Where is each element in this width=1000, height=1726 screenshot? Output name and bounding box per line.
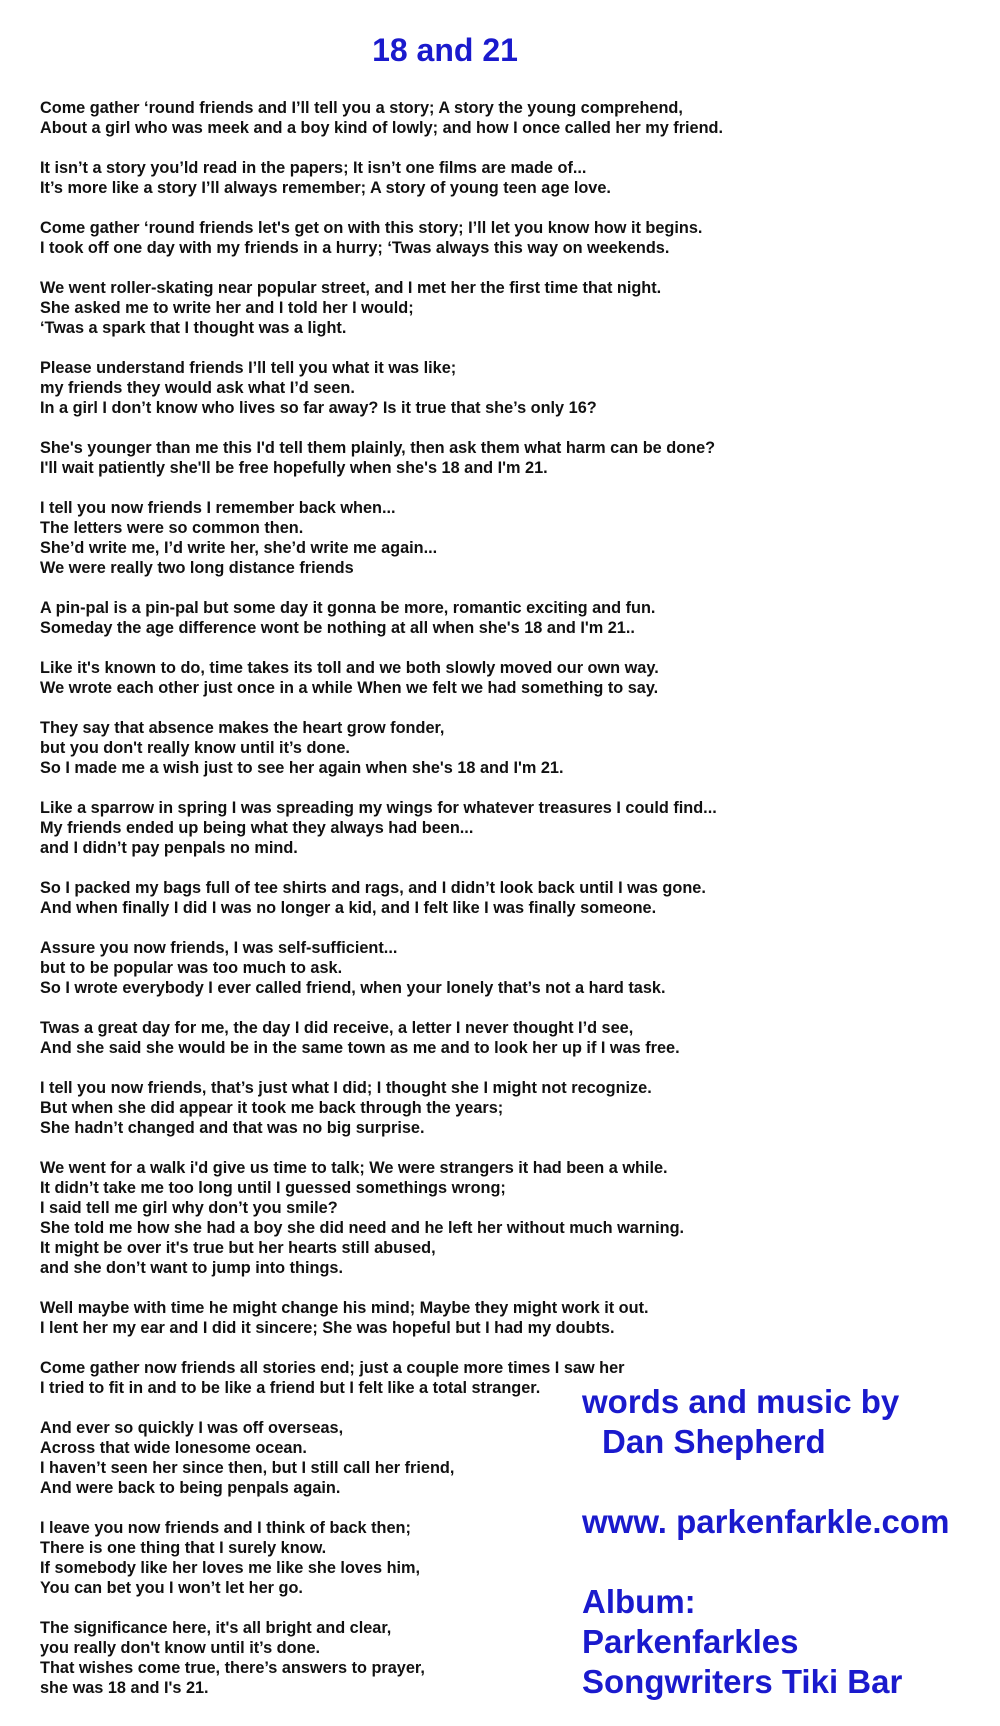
lyric-line: I tried to fit in and to be like a friend but I felt like a total stranger. [40,1379,541,1397]
stanza [40,658,760,698]
lyric-line: She’d write me, I’d write her, she’d write me again... [40,539,438,557]
lyric-line: I tell you now friends I remember back when... [40,499,396,517]
stanza [40,1078,760,1138]
song-title: 18 and 21 [372,32,518,68]
stanza [40,878,760,918]
lyric-line: Come gather ‘round friends and I’ll tell you a story; A story the young comprehend, [40,99,683,117]
lyric-line: But when she did appear it took me back through the years; [40,1099,504,1117]
lyric-line: Someday the age difference wont be nothing at all when she's 18 and I'm 21.. [40,619,635,637]
credits-block [582,1382,992,1702]
credits-album-label: Album: [582,1583,696,1620]
stanza [40,358,760,418]
credits-words-music: words and music by [582,1383,900,1420]
lyric-line: Come gather now friends all stories end; just a couple more times I saw her [40,1359,625,1377]
lyric-line: We were really two long distance friends [40,559,354,577]
lyric-line: Assure you now friends, I was self-sufficient... [40,939,398,957]
lyric-line: Like a sparrow in spring I was spreading my wings for whatever treasures I could find... [40,799,717,817]
lyric-line: Come gather ‘round friends let's get on with this story; I’ll let you know how it begins. [40,219,703,237]
credits-album-name-2: Songwriters Tiki Bar [582,1663,903,1700]
lyric-line: my friends they would ask what I’d seen. [40,379,355,397]
lyric-line: She told me how she had a boy she did need and he left her without much warning. [40,1219,685,1237]
lyric-line: She asked me to write her and I told her I would; [40,299,414,317]
lyric-line: That wishes come true, there’s answers to prayer, [40,1659,425,1677]
lyric-line: she was 18 and I's 21. [40,1679,209,1697]
lyric-line: but to be popular was too much to ask. [40,959,343,977]
lyric-line: Like it's known to do, time takes its toll and we both slowly moved our own way. [40,659,659,677]
stanza [40,158,760,198]
stanza [40,438,760,478]
lyric-line: You can bet you I won’t let her go. [40,1579,303,1597]
lyric-line: There is one thing that I surely know. [40,1539,327,1557]
lyric-line: So I wrote everybody I ever called friend, when your lonely that’s not a hard task. [40,979,666,997]
lyric-line: A pin-pal is a pin-pal but some day it gonna be more, romantic exciting and fun. [40,599,656,617]
stanza [40,278,760,338]
lyric-line: We wrote each other just once in a while When we felt we had something to say. [40,679,659,697]
lyric-line: Well maybe with time he might change his mind; Maybe they might work it out. [40,1299,649,1317]
lyric-line: and I didn’t pay penpals no mind. [40,839,298,857]
lyric-line: I tell you now friends, that’s just what I did; I thought she I might not recognize. [40,1079,652,1097]
lyric-line: And when finally I did I was no longer a kid, and I felt like I was finally someone. [40,899,657,917]
lyric-line: If somebody like her loves me like she loves him, [40,1559,421,1577]
lyric-line: Across that wide lonesome ocean. [40,1439,307,1457]
lyric-line: In a girl I don’t know who lives so far away? Is it true that she’s only 16? [40,399,597,417]
lyric-line: I'll wait patiently she'll be free hopefully when she's 18 and I'm 21. [40,459,548,477]
lyric-line: We went roller-skating near popular street, and I met her the first time that night. [40,279,662,297]
stanza [40,1298,760,1338]
lyric-line: you really don't know until it’s done. [40,1639,321,1657]
lyric-line: Twas a great day for me, the day I did receive, a letter I never thought I’d see, [40,1019,634,1037]
lyric-line: My friends ended up being what they always had been... [40,819,474,837]
lyric-line: And ever so quickly I was off overseas, [40,1419,344,1437]
lyric-line: I took off one day with my friends in a hurry; ‘Twas always this way on weekends. [40,239,670,257]
lyric-line: It didn’t take me too long until I guessed somethings wrong; [40,1179,506,1197]
lyric-line: The letters were so common then. [40,519,304,537]
stanza [40,718,760,778]
stanza [40,218,760,258]
stanza [40,938,760,998]
lyric-line: So I made me a wish just to see her again when she's 18 and I'm 21. [40,759,564,777]
credits-website: www. parkenfarkle.com [582,1503,950,1540]
stanza [40,1158,760,1278]
lyric-line: The significance here, it's all bright and clear, [40,1619,392,1637]
lyric-line: ‘Twas a spark that I thought was a light. [40,319,347,337]
lyric-line: I lent her my ear and I did it sincere; She was hopeful but I had my doubts. [40,1319,615,1337]
credits-author: Dan Shepherd [602,1423,826,1460]
lyric-line: And were back to being penpals again. [40,1479,341,1497]
stanza [40,598,760,638]
lyric-line: I leave you now friends and I think of back then; [40,1519,411,1537]
stanza [40,498,760,578]
lyric-line: It isn’t a story you’ld read in the papers; It isn’t one films are made of... [40,159,587,177]
lyric-line: but you don't really know until it’s done. [40,739,350,757]
stanza [40,1018,760,1058]
lyric-line: About a girl who was meek and a boy kind of lowly; and how I once called her my friend. [40,119,724,137]
stanza [40,98,760,138]
lyric-line: It’s more like a story I’ll always remember; A story of young teen age love. [40,179,611,197]
credits-album-name-1: Parkenfarkles [582,1623,799,1660]
lyric-line: She's younger than me this I'd tell them plainly, then ask them what harm can be done? [40,439,716,457]
stanza [40,798,760,858]
lyric-line: We went for a walk i'd give us time to talk; We were strangers it had been a while. [40,1159,668,1177]
lyric-line: It might be over it's true but her hearts still abused, [40,1239,436,1257]
lyric-line: So I packed my bags full of tee shirts and rags, and I didn’t look back until I was gone. [40,879,706,897]
lyric-line: and she don’t want to jump into things. [40,1259,343,1277]
lyric-line: Please understand friends I’ll tell you what it was like; [40,359,457,377]
lyric-line: I said tell me girl why don’t you smile? [40,1199,338,1217]
lyric-line: They say that absence makes the heart grow fonder, [40,719,445,737]
lyric-line: She hadn’t changed and that was no big surprise. [40,1119,425,1137]
lyric-line: I haven’t seen her since then, but I still call her friend, [40,1459,455,1477]
lyric-line: And she said she would be in the same town as me and to look her up if I was free. [40,1039,680,1057]
